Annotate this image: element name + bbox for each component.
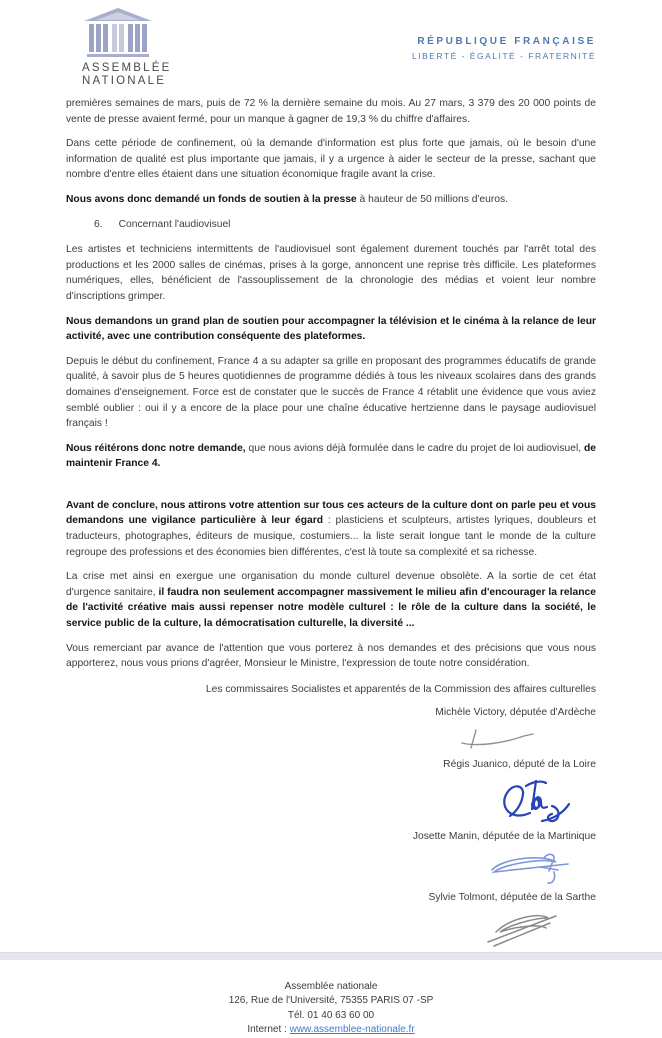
culture-actors-bold: Avant de conclure, nous attirons votre attention sur tous ces acteurs de la culture dont on parle peu et vous demandons une vigilance particulière à leur égard (66, 499, 596, 527)
parliament-building-icon (82, 8, 154, 58)
paragraph-cultural-model (66, 569, 596, 631)
list-item-number: 6. (94, 218, 103, 230)
signatories-intro: Les commissaires Socialistes et apparentés de la Commission des affaires culturelles (205, 683, 596, 695)
tv-cinema-plan-bold: Nous demandons un grand plan de soutien pour accompagner la télévision et le cinéma à la relance de leur activité, avec une contribution conséquente des plateformes. (66, 315, 596, 343)
assemblee-nationale-logo (66, 8, 171, 88)
bottom-ui-strip (0, 952, 662, 960)
culture-actors-list: : plasticiens et sculpteurs, artistes lyriques, doubleurs et traducteurs, photographes, éditeurs de musique, costumiers... la liste serait longue tant le monde de la culture regroupe des professions et des économies bien différentes, c'est là toute sa complexité et sa richesse. (66, 515, 596, 558)
list-item-label: Concernant l'audiovisuel (118, 218, 231, 230)
republic-motto: LIBERTÉ - ÉGALITÉ - FRATERNITÉ (411, 51, 596, 61)
footer-phone: Tél. 01 40 63 60 00 (287, 1009, 375, 1021)
paragraph-closing: Vous remerciant par avance de l'attention que vous porterez à nos demandes et des précisions que vous nous apporterez, nous vous prions d'agréer, Monsieur le Ministre, l'expression de toute notre considération. (66, 642, 596, 670)
signature-victory-image (460, 725, 538, 753)
paragraph-tv-cinema-plan (66, 314, 596, 345)
signature-tolmont-image (484, 908, 568, 948)
press-fund-amount: à hauteur de 50 millions d'euros. (356, 193, 509, 205)
paragraph-confinement: Dans cette période de confinement, où la demande d'information est plus forte que jamais, où le besoin d'une information de qualité est plus importante que jamais, il y a urgence à aider le secteur de la presse, sachant que nombre d'entre elles étaient dans une situation économique fragile avant la crise. (66, 138, 596, 181)
reiterate-demand-middle: que nous avions déjà formulée dans le cadre du projet de loi audiovisuel, (245, 442, 584, 454)
paragraph-press-fund (66, 192, 596, 208)
maintain-france4-bold: de maintenir France 4. (66, 442, 596, 470)
signatory-tolmont: Sylvie Tolmont, députée de la Sarthe (428, 892, 596, 904)
republic-title: RÉPUBLIQUE FRANÇAISE (417, 36, 596, 47)
republique-francaise-block (412, 8, 596, 61)
signature-juanico-image (496, 775, 584, 827)
signature-manin-image (484, 846, 576, 888)
paragraph-press-stats: premières semaines de mars, puis de 72 % la dernière semaine du mois. Au 27 mars, 3 379 des 20 000 points de vente de presse avaient fermé, pour un manque à gagner de 19,3 % du chiffre d'affaires. (66, 98, 596, 125)
press-fund-demand-bold: Nous avons donc demandé un fonds de soutien à la presse (66, 193, 357, 205)
logo-text-line1: ASSEMBLÉE (82, 62, 172, 74)
paragraph-maintain-france4 (66, 441, 596, 472)
footer-internet-label: Internet : (247, 1024, 290, 1036)
reiterate-demand-bold: Nous réitérons donc notre demande, (66, 442, 246, 454)
footer-address: 126, Rue de l'Université, 75355 PARIS 07 -SP (228, 995, 434, 1007)
signature-block (66, 682, 596, 948)
logo-text-line2: NATIONALE (82, 75, 167, 87)
cultural-model-bold: il faudra non seulement accompagner massivement le milieu afin d'encourager la relance de l'activité créative mais aussi repenser notre modèle culturel : le rôle de la culture dans la société, le service public de la culture, la démocratisation culturelle, la diversité ... (66, 586, 596, 630)
letterhead (66, 8, 596, 88)
footer-org: Assemblée nationale (284, 980, 378, 992)
footer-internet-line (66, 1023, 596, 1038)
signatory-victory: Michèle Victory, députée d'Ardèche (435, 707, 596, 719)
list-item-audiovisuel (66, 217, 596, 233)
signatory-juanico: Régis Juanico, député de la Loire (443, 759, 596, 770)
document-footer (66, 980, 596, 1038)
signatory-manin: Josette Manin, députée de la Martinique (412, 830, 596, 842)
footer-website-link[interactable]: www.assemblee-nationale.fr (289, 1024, 415, 1036)
paragraph-artists: Les artistes et techniciens intermittents de l'audiovisuel sont également durement touchés par l'arrêt total des productions et les 2000 salles de cinémas, prises à la gorge, annoncent une reprise très difficile. Les plateformes numériques, elles, bénéficient de l'assouplissement de la chronologie des médias et voient leur nombre d'inscriptions grimper. (66, 244, 596, 302)
paragraph-culture-actors (66, 498, 596, 560)
paragraph-france4: Depuis le début du confinement, France 4 a su adapter sa grille en proposant des programmes éducatifs de grande qualité, à savoir plus de 5 heures quotidiennes de programme dédiés à tous les niveaux scolaires dans des grands domaines d'enseignement. Force est de constater que le succès de France 4 rétablit une évidence que vous aviez semblé oublier : oui il y a encore de la place pour une chaîne éducative hertzienne dans le paysage audiovisuel français ! (66, 355, 596, 430)
crisis-exergue-text: La crise met ainsi en exergue une organisation du monde culturel devenue obsolète. A la sortie de cet état d'urgence sanitaire, (66, 571, 596, 598)
